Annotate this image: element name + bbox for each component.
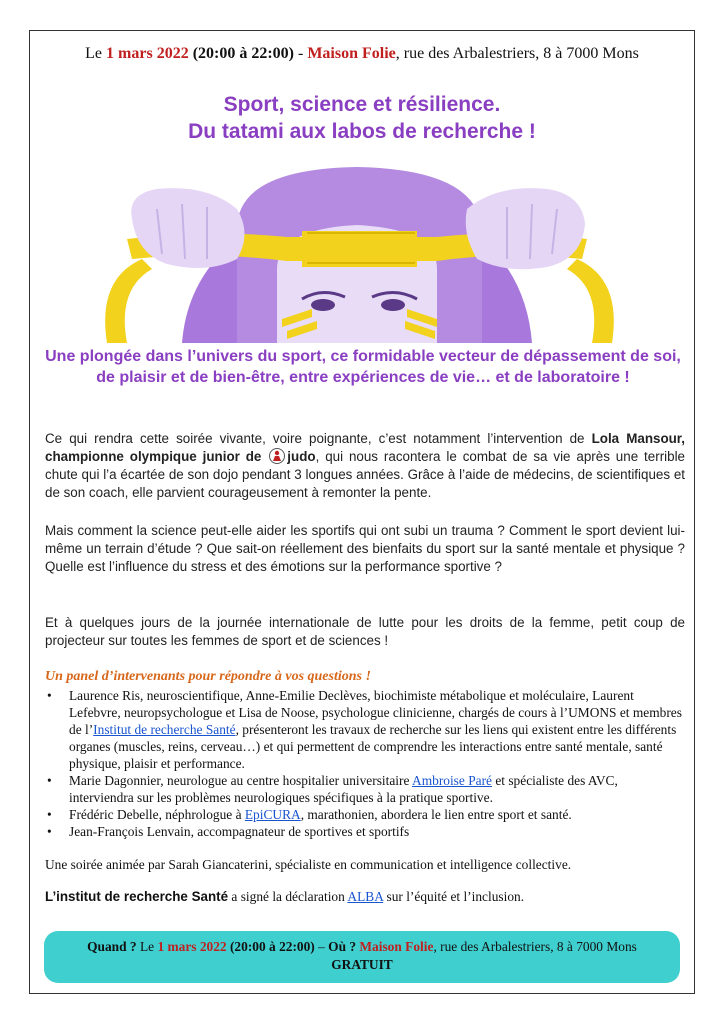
ambroise-pare-link[interactable]: Ambroise Paré [412, 773, 492, 788]
bullet: • [47, 773, 52, 788]
title-line-1: Sport, science et résilience. [223, 93, 501, 116]
list-item [45, 772, 685, 806]
panel-list [45, 687, 685, 840]
illustration-blindfolded-athlete [87, 159, 631, 343]
footer-when-label: Quand ? [87, 939, 137, 954]
footer-date: 1 mars 2022 [157, 939, 227, 954]
panel-item-2-text-b: et spécialiste des AVC, interviendra sur les problèmes neurologiques spécifiques à la pratique sportive. [69, 773, 618, 805]
footer-price: GRATUIT [331, 957, 393, 972]
panel-item-3-text-a: Frédéric Debelle, néphrologue à [69, 807, 245, 822]
footer-details [44, 939, 680, 955]
footer-le: Le [136, 939, 158, 954]
institut-sante-link[interactable]: Institut de recherche Santé [93, 722, 236, 737]
intro-paragraph-1 [45, 430, 685, 502]
panel-item-1-text-a: Laurence Ris, neuroscientifique, Anne-Emilie Declèves, biochimiste métabolique et moléculaire, Laurent Lefebvre, neuropsychologue et Lisa de Noose, psychologue clinicienne, chargés de cours à l’UMONS et membres de l’ [69, 688, 682, 737]
host-paragraph: Une soirée animée par Sarah Giancaterini, spécialiste en communication et intelligence collective. [45, 857, 572, 872]
header-sep: - [294, 45, 308, 62]
event-info-box [44, 931, 680, 983]
header-address: , rue des Arbalestriers, 8 à 7000 Mons [395, 45, 639, 62]
panel-item-4-text: Jean-François Lenvain, accompagnateur de sportives et sportifs [69, 824, 410, 839]
bullet: • [47, 807, 52, 822]
header-date: 1 mars 2022 [106, 45, 189, 62]
alba-lead: L’institut de recherche Santé [45, 889, 229, 904]
event-header [30, 45, 694, 63]
header-time: (20:00 à 22:00) [188, 45, 294, 62]
illustration-svg [87, 159, 631, 343]
header-prefix: Le [85, 45, 107, 62]
intro-p1-sport: judo [287, 449, 316, 464]
panel-item-2-text-a: Marie Dagonnier, neurologue au centre hospitalier universitaire [69, 773, 413, 788]
epicura-link[interactable]: EpiCURA [244, 807, 301, 822]
intro-p1-athlete: Lola Mansour, championne olympique junior de [45, 431, 685, 464]
panel-item-1-text-b: , présenteront les travaux de recherche sur les liens qui existent entre les différents organes (muscles, reins, cerveau…) et qui permettent de comprendre les interactions entre santé mentale, santé physique, plaisir et performance. [69, 722, 677, 771]
intro-paragraph-2: Mais comment la science peut-elle aider les sportifs qui ont subi un trauma ? Comment le sport devient lui-même un terrain d’étude ? Que sait-on réellement des bienfaits du sport sur la santé mentale et physique ? Quelle est l’influence du stress et des émotions sur la performance sportive ? [45, 523, 685, 574]
footer-sep: – [314, 939, 329, 954]
bullet: • [47, 824, 52, 839]
header-venue: Maison Folie [307, 45, 396, 62]
footer-address: , rue des Arbalestriers, 8 à 7000 Mons [433, 939, 637, 954]
intro-paragraph-3: Et à quelques jours de la journée internationale de lutte pour les droits de la femme, petit coup de projecteur sur toutes les femmes de sport et de sciences ! [45, 615, 685, 648]
panel-title: Un panel d’intervenants pour répondre à vos questions ! [45, 669, 371, 684]
intro-p1-end: , qui nous racontera le combat de sa vie après une terrible chute qui l’a écartée de son dojo pendant 3 longues années. Grâce à l’aide de médecins, de scientifiques et de son coach, elle parvient courageusement à remonter la pente. [45, 449, 685, 500]
judo-icon [269, 448, 285, 464]
list-item [45, 806, 685, 823]
footer-time: (20:00 à 22:00) [226, 939, 315, 954]
footer-venue: Maison Folie [356, 939, 434, 954]
list-item [45, 823, 685, 840]
page-title [30, 91, 694, 145]
alba-link[interactable]: ALBA [347, 889, 384, 904]
panel-item-3-text-b: , marathonien, abordera le lien entre sport et santé. [300, 807, 572, 822]
title-line-2: Du tatami aux labos de recherche ! [188, 120, 536, 143]
footer-where-label: Où ? [328, 939, 357, 954]
alba-end: sur l’équité et l’inclusion. [383, 889, 525, 904]
alba-mid: a signé la déclaration [228, 889, 348, 904]
bullet: • [47, 688, 52, 703]
flyer-page [29, 30, 695, 994]
alba-paragraph [45, 889, 685, 905]
intro-p1-start: Ce qui rendra cette soirée vivante, voire poignante, c’est notamment l’intervention de [45, 431, 592, 446]
subtitle: Une plongée dans l’univers du sport, ce formidable vecteur de dépassement de soi, de plaisir et de bien-être, entre expériences de vie… et de laboratoire ! [45, 348, 681, 386]
list-item [45, 687, 685, 772]
